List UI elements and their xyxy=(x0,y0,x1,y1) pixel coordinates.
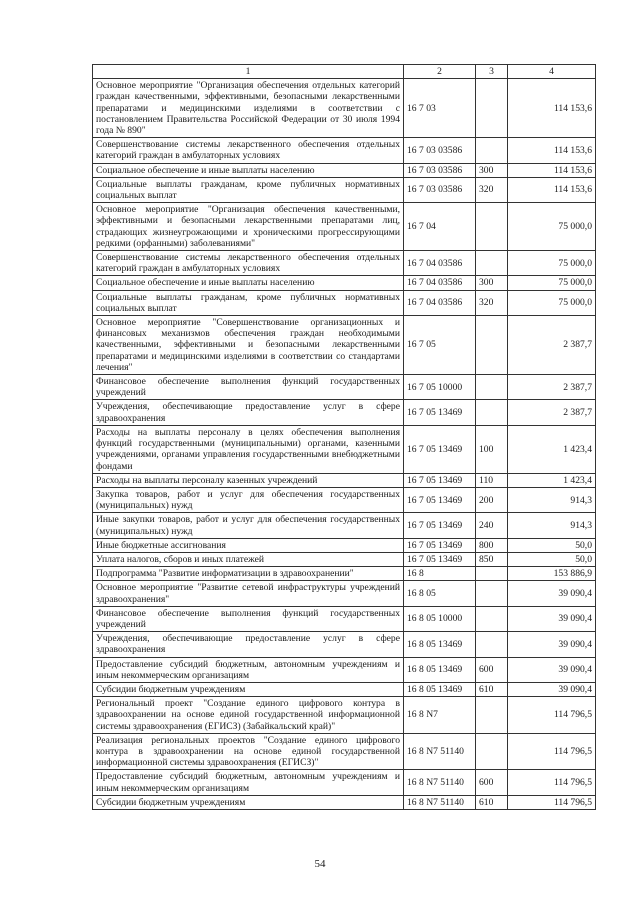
row-type-cell: 320 xyxy=(476,290,508,315)
row-type-cell xyxy=(476,251,508,276)
row-name-cell: Учреждения, обеспечивающие предоставление услуг в сфере здравоохранения xyxy=(93,632,404,657)
table-row xyxy=(93,400,596,425)
row-amount-cell: 114 153,6 xyxy=(508,79,596,138)
row-code-cell: 16 7 05 13469 xyxy=(404,473,476,487)
header-cell: 3 xyxy=(476,65,508,79)
header-cell: 4 xyxy=(508,65,596,79)
table-row xyxy=(93,552,596,566)
row-code-cell: 16 8 05 13469 xyxy=(404,632,476,657)
row-type-cell: 850 xyxy=(476,552,508,566)
row-type-cell xyxy=(476,316,508,375)
row-amount-cell: 114 153,6 xyxy=(508,138,596,163)
row-name-cell: Учреждения, обеспечивающие предоставление услуг в сфере здравоохранения xyxy=(93,400,404,425)
row-name-cell: Основное мероприятие "Совершенствование организационных и финансовых механизмов обеспечения граждан необходимыми качественными, эффективными и безопасными лекарственными препаратами и медицинскими изделиями в соответствии со стандартами лечения" xyxy=(93,316,404,375)
table-row xyxy=(93,632,596,657)
row-amount-cell: 39 090,4 xyxy=(508,581,596,606)
row-name-cell: Социальные выплаты гражданам, кроме публичных нормативных социальных выплат xyxy=(93,177,404,202)
row-name-cell: Основное мероприятие "Организация обеспечения отдельных категорий граждан качественными, эффективными, безопасными лекарственными препаратами и медицинскими изделиями в соответствии с постановлением Правительства Российской Федерации от 30 июля 1994 года № 890" xyxy=(93,79,404,138)
row-name-cell: Финансовое обеспечение выполнения функций государственных учреждений xyxy=(93,606,404,631)
row-code-cell: 16 7 05 10000 xyxy=(404,375,476,400)
table-row xyxy=(93,251,596,276)
row-amount-cell: 75 000,0 xyxy=(508,203,596,251)
row-name-cell: Совершенствование системы лекарственного обеспечения отдельных категорий граждан в амбулаторных условиях xyxy=(93,251,404,276)
row-amount-cell: 1 423,4 xyxy=(508,425,596,473)
row-amount-cell: 114 153,6 xyxy=(508,163,596,177)
table-row xyxy=(93,567,596,581)
row-name-cell: Совершенствование системы лекарственного обеспечения отдельных категорий граждан в амбулаторных условиях xyxy=(93,138,404,163)
row-code-cell: 16 7 03 03586 xyxy=(404,138,476,163)
table-row xyxy=(93,276,596,290)
row-code-cell: 16 7 04 03586 xyxy=(404,290,476,315)
row-amount-cell: 114 153,6 xyxy=(508,177,596,202)
row-amount-cell: 75 000,0 xyxy=(508,290,596,315)
table-row xyxy=(93,163,596,177)
row-name-cell: Региональный проект "Создание единого цифрового контура в здравоохранении на основе единой государственной информационной системы здравоохранения (ЕГИСЗ) (Забайкальский край)" xyxy=(93,697,404,734)
row-name-cell: Социальные выплаты гражданам, кроме публичных нормативных социальных выплат xyxy=(93,290,404,315)
row-type-cell: 600 xyxy=(476,770,508,795)
row-name-cell: Финансовое обеспечение выполнения функций государственных учреждений xyxy=(93,375,404,400)
row-code-cell: 16 7 04 xyxy=(404,203,476,251)
row-amount-cell: 2 387,7 xyxy=(508,316,596,375)
row-name-cell: Субсидии бюджетным учреждениям xyxy=(93,682,404,696)
page-number: 54 xyxy=(314,858,326,870)
row-amount-cell: 153 886,9 xyxy=(508,567,596,581)
table-row xyxy=(93,473,596,487)
table-row xyxy=(93,697,596,734)
row-type-cell xyxy=(476,138,508,163)
row-code-cell: 16 8 N7 xyxy=(404,697,476,734)
row-name-cell: Уплата налогов, сборов и иных платежей xyxy=(93,552,404,566)
header-cell: 1 xyxy=(93,65,404,79)
row-name-cell: Предоставление субсидий бюджетным, автономным учреждениям и иным некоммерческим организациям xyxy=(93,657,404,682)
row-name-cell: Основное мероприятие "Развитие сетевой инфраструктуры учреждений здравоохранения" xyxy=(93,581,404,606)
row-type-cell xyxy=(476,400,508,425)
row-amount-cell: 39 090,4 xyxy=(508,682,596,696)
row-amount-cell: 2 387,7 xyxy=(508,400,596,425)
table-row xyxy=(93,138,596,163)
row-amount-cell: 914,3 xyxy=(508,513,596,538)
row-amount-cell: 914,3 xyxy=(508,487,596,512)
row-amount-cell: 114 796,5 xyxy=(508,697,596,734)
document-page xyxy=(92,64,595,810)
table-row xyxy=(93,290,596,315)
row-type-cell xyxy=(476,606,508,631)
row-name-cell: Иные бюджетные ассигнования xyxy=(93,538,404,552)
row-name-cell: Основное мероприятие "Организация обеспечения качественными, эффективными и безопасными лекарственными препаратами лиц, страдающих жизнеугрожающими и хроническими прогрессирующими редкими (орфанными) заболеваниями" xyxy=(93,203,404,251)
row-name-cell: Расходы на выплаты персоналу казенных учреждений xyxy=(93,473,404,487)
row-amount-cell: 1 423,4 xyxy=(508,473,596,487)
row-type-cell: 320 xyxy=(476,177,508,202)
row-code-cell: 16 8 05 10000 xyxy=(404,606,476,631)
row-amount-cell: 50,0 xyxy=(508,552,596,566)
table-row xyxy=(93,657,596,682)
row-amount-cell: 50,0 xyxy=(508,538,596,552)
table-row xyxy=(93,513,596,538)
row-amount-cell: 75 000,0 xyxy=(508,251,596,276)
row-code-cell: 16 8 N7 51140 xyxy=(404,770,476,795)
row-amount-cell: 39 090,4 xyxy=(508,657,596,682)
row-code-cell: 16 7 05 13469 xyxy=(404,538,476,552)
table-row xyxy=(93,316,596,375)
table-row xyxy=(93,425,596,473)
row-type-cell xyxy=(476,697,508,734)
row-code-cell: 16 7 04 03586 xyxy=(404,251,476,276)
row-amount-cell: 114 796,5 xyxy=(508,770,596,795)
row-code-cell: 16 7 05 13469 xyxy=(404,552,476,566)
table-row xyxy=(93,177,596,202)
header-cell: 2 xyxy=(404,65,476,79)
table-row xyxy=(93,375,596,400)
table-row xyxy=(93,795,596,809)
row-name-cell: Социальное обеспечение и иные выплаты населению xyxy=(93,163,404,177)
row-amount-cell: 2 387,7 xyxy=(508,375,596,400)
budget-table-body xyxy=(93,65,596,810)
row-name-cell: Социальное обеспечение и иные выплаты населению xyxy=(93,276,404,290)
row-amount-cell: 114 796,5 xyxy=(508,795,596,809)
table-row xyxy=(93,581,596,606)
row-name-cell: Расходы на выплаты персоналу в целях обеспечения выполнения функций государственными (муниципальными) органами, казенными учреждениями, органами управления государственными внебюджетными фондами xyxy=(93,425,404,473)
row-code-cell: 16 8 N7 51140 xyxy=(404,733,476,770)
row-amount-cell: 114 796,5 xyxy=(508,733,596,770)
table-row xyxy=(93,682,596,696)
row-code-cell: 16 7 05 13469 xyxy=(404,487,476,512)
table-row xyxy=(93,203,596,251)
row-amount-cell: 39 090,4 xyxy=(508,606,596,631)
row-code-cell: 16 7 05 13469 xyxy=(404,513,476,538)
row-amount-cell: 75 000,0 xyxy=(508,276,596,290)
table-row xyxy=(93,770,596,795)
row-type-cell xyxy=(476,203,508,251)
row-type-cell xyxy=(476,581,508,606)
table-row xyxy=(93,487,596,512)
row-type-cell xyxy=(476,632,508,657)
row-type-cell xyxy=(476,79,508,138)
row-type-cell xyxy=(476,567,508,581)
row-code-cell: 16 7 03 xyxy=(404,79,476,138)
row-name-cell: Предоставление субсидий бюджетным, автономным учреждениям и иным некоммерческим организациям xyxy=(93,770,404,795)
row-type-cell: 610 xyxy=(476,795,508,809)
row-code-cell: 16 8 05 13469 xyxy=(404,682,476,696)
row-code-cell: 16 7 05 13469 xyxy=(404,400,476,425)
row-type-cell: 800 xyxy=(476,538,508,552)
row-code-cell: 16 7 03 03586 xyxy=(404,177,476,202)
row-code-cell: 16 7 04 03586 xyxy=(404,276,476,290)
table-row xyxy=(93,79,596,138)
table-row xyxy=(93,538,596,552)
row-code-cell: 16 8 05 13469 xyxy=(404,657,476,682)
row-code-cell: 16 8 05 xyxy=(404,581,476,606)
row-code-cell: 16 7 03 03586 xyxy=(404,163,476,177)
budget-table xyxy=(92,64,596,810)
row-name-cell: Подпрограмма "Развитие информатизации в здравоохранении" xyxy=(93,567,404,581)
row-amount-cell: 39 090,4 xyxy=(508,632,596,657)
row-code-cell: 16 8 xyxy=(404,567,476,581)
row-code-cell: 16 7 05 xyxy=(404,316,476,375)
row-name-cell: Субсидии бюджетным учреждениям xyxy=(93,795,404,809)
row-type-cell: 610 xyxy=(476,682,508,696)
row-type-cell: 300 xyxy=(476,163,508,177)
row-type-cell: 200 xyxy=(476,487,508,512)
table-row xyxy=(93,733,596,770)
row-type-cell: 100 xyxy=(476,425,508,473)
table-row xyxy=(93,606,596,631)
row-type-cell: 300 xyxy=(476,276,508,290)
row-type-cell xyxy=(476,375,508,400)
row-type-cell: 240 xyxy=(476,513,508,538)
row-name-cell: Иные закупки товаров, работ и услуг для обеспечения государственных (муниципальных) нужд xyxy=(93,513,404,538)
row-type-cell xyxy=(476,733,508,770)
row-code-cell: 16 7 05 13469 xyxy=(404,425,476,473)
row-type-cell: 110 xyxy=(476,473,508,487)
table-header-row xyxy=(93,65,596,79)
row-name-cell: Закупка товаров, работ и услуг для обеспечения государственных (муниципальных) нужд xyxy=(93,487,404,512)
row-code-cell: 16 8 N7 51140 xyxy=(404,795,476,809)
row-name-cell: Реализация региональных проектов "Создание единого цифрового контура в здравоохранении на основе единой государственной информационной системы здравоохранения (ЕГИСЗ)" xyxy=(93,733,404,770)
row-type-cell: 600 xyxy=(476,657,508,682)
